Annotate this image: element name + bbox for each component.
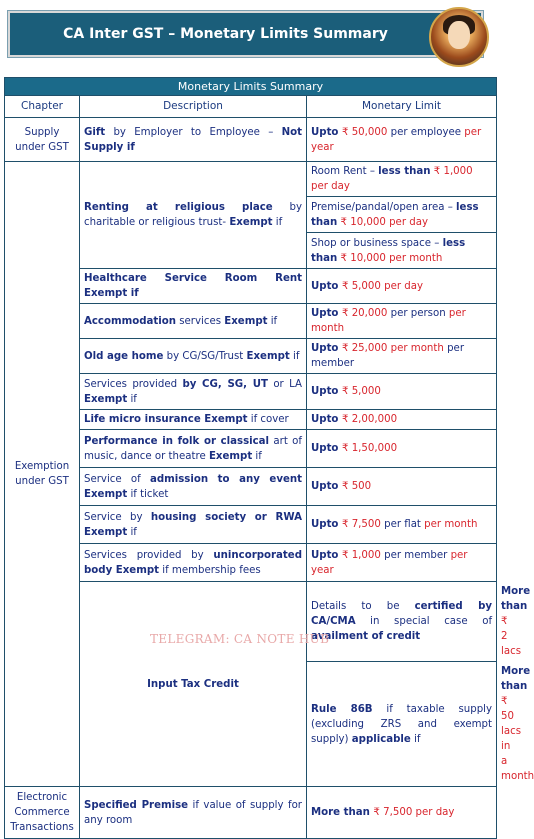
limit-cell: Upto ₹ 50,000 per employee per year <box>307 118 497 162</box>
description-cell: Renting at religious place by charitable or religious trust- Exempt if <box>80 162 307 269</box>
chapter-cell: Input Tax Credit <box>80 582 307 787</box>
description-cell: Healthcare Service Room Rent Exempt if <box>80 269 307 304</box>
page-title-banner <box>8 11 483 57</box>
description-cell: Service of admission to any event Exempt if ticket <box>80 468 307 506</box>
limit-cell: Premise/pandal/open area – less than ₹ 10,000 per day <box>307 197 497 233</box>
limit-cell: Upto ₹ 1,50,000 <box>307 430 497 468</box>
description-cell: Details to be certified by CA/CMA in special case of availment of credit <box>307 582 497 662</box>
description-cell: Service by housing society or RWA Exempt if <box>80 506 307 544</box>
limit-cell: More than ₹ 7,500 per day <box>307 787 497 839</box>
description-cell: Old age home by CG/SG/Trust Exempt if <box>80 339 307 374</box>
description-cell: Services provided by CG, SG, UT or LA Exempt if <box>80 374 307 410</box>
limit-cell: Upto ₹ 1,000 per member per year <box>307 544 497 582</box>
description-cell: Specified Premise if value of supply for any room <box>80 787 307 839</box>
column-header-description: Description <box>80 96 307 118</box>
limit-cell: Shop or business space – less than ₹ 10,000 per month <box>307 233 497 269</box>
description-cell: Services provided by unincorporated body Exempt if membership fees <box>80 544 307 582</box>
limit-cell: Upto ₹ 500 <box>307 468 497 506</box>
limit-cell: Upto ₹ 5,000 <box>307 374 497 410</box>
description-cell: Accommodation services Exempt if <box>80 304 307 339</box>
description-cell: Gift by Employer to Employee – Not Supply if <box>80 118 307 162</box>
limit-cell: Upto ₹ 2,00,000 <box>307 410 497 430</box>
portrait-logo-icon <box>429 7 489 67</box>
column-header-monetary-limit: Monetary Limit <box>307 96 497 118</box>
limit-cell: Upto ₹ 7,500 per flat per month <box>307 506 497 544</box>
table-row <box>5 787 497 839</box>
description-cell: Rule 86B if taxable supply (excluding ZRS and exempt supply) applicable if <box>307 662 497 787</box>
chapter-cell: Exemption under GST <box>5 162 80 787</box>
monetary-limits-table <box>4 77 534 839</box>
limit-cell: Upto ₹ 25,000 per month per member <box>307 339 497 374</box>
page-title: CA Inter GST – Monetary Limits Summary <box>63 26 388 42</box>
table-row: Input Tax Credit Details to be certified by CA/CMA in special case of availment of credit More than ₹ 2 lacs <box>5 582 497 662</box>
limit-cell: Upto ₹ 20,000 per person per month <box>307 304 497 339</box>
description-cell: Performance in folk or classical art of music, dance or theatre Exempt if <box>80 430 307 468</box>
limit-cell: Upto ₹ 5,000 per day <box>307 269 497 304</box>
description-cell: Life micro insurance Exempt if cover <box>80 410 307 430</box>
chapter-cell: Electronic Commerce Transactions <box>5 787 80 839</box>
column-header-chapter: Chapter <box>5 96 80 118</box>
chapter-cell: Supply under GST <box>5 118 80 162</box>
table-row: Rule 86B if taxable supply (excluding ZRS and exempt supply) applicable if More than ₹ 50 lacs in a month <box>5 662 497 787</box>
table-title: Monetary Limits Summary <box>5 78 497 96</box>
table-row <box>5 162 497 197</box>
watermark: TELEGRAM: CA NOTE HUB <box>150 632 330 646</box>
table-row <box>5 118 497 162</box>
limit-cell: Room Rent – less than ₹ 1,000 per day <box>307 162 497 197</box>
